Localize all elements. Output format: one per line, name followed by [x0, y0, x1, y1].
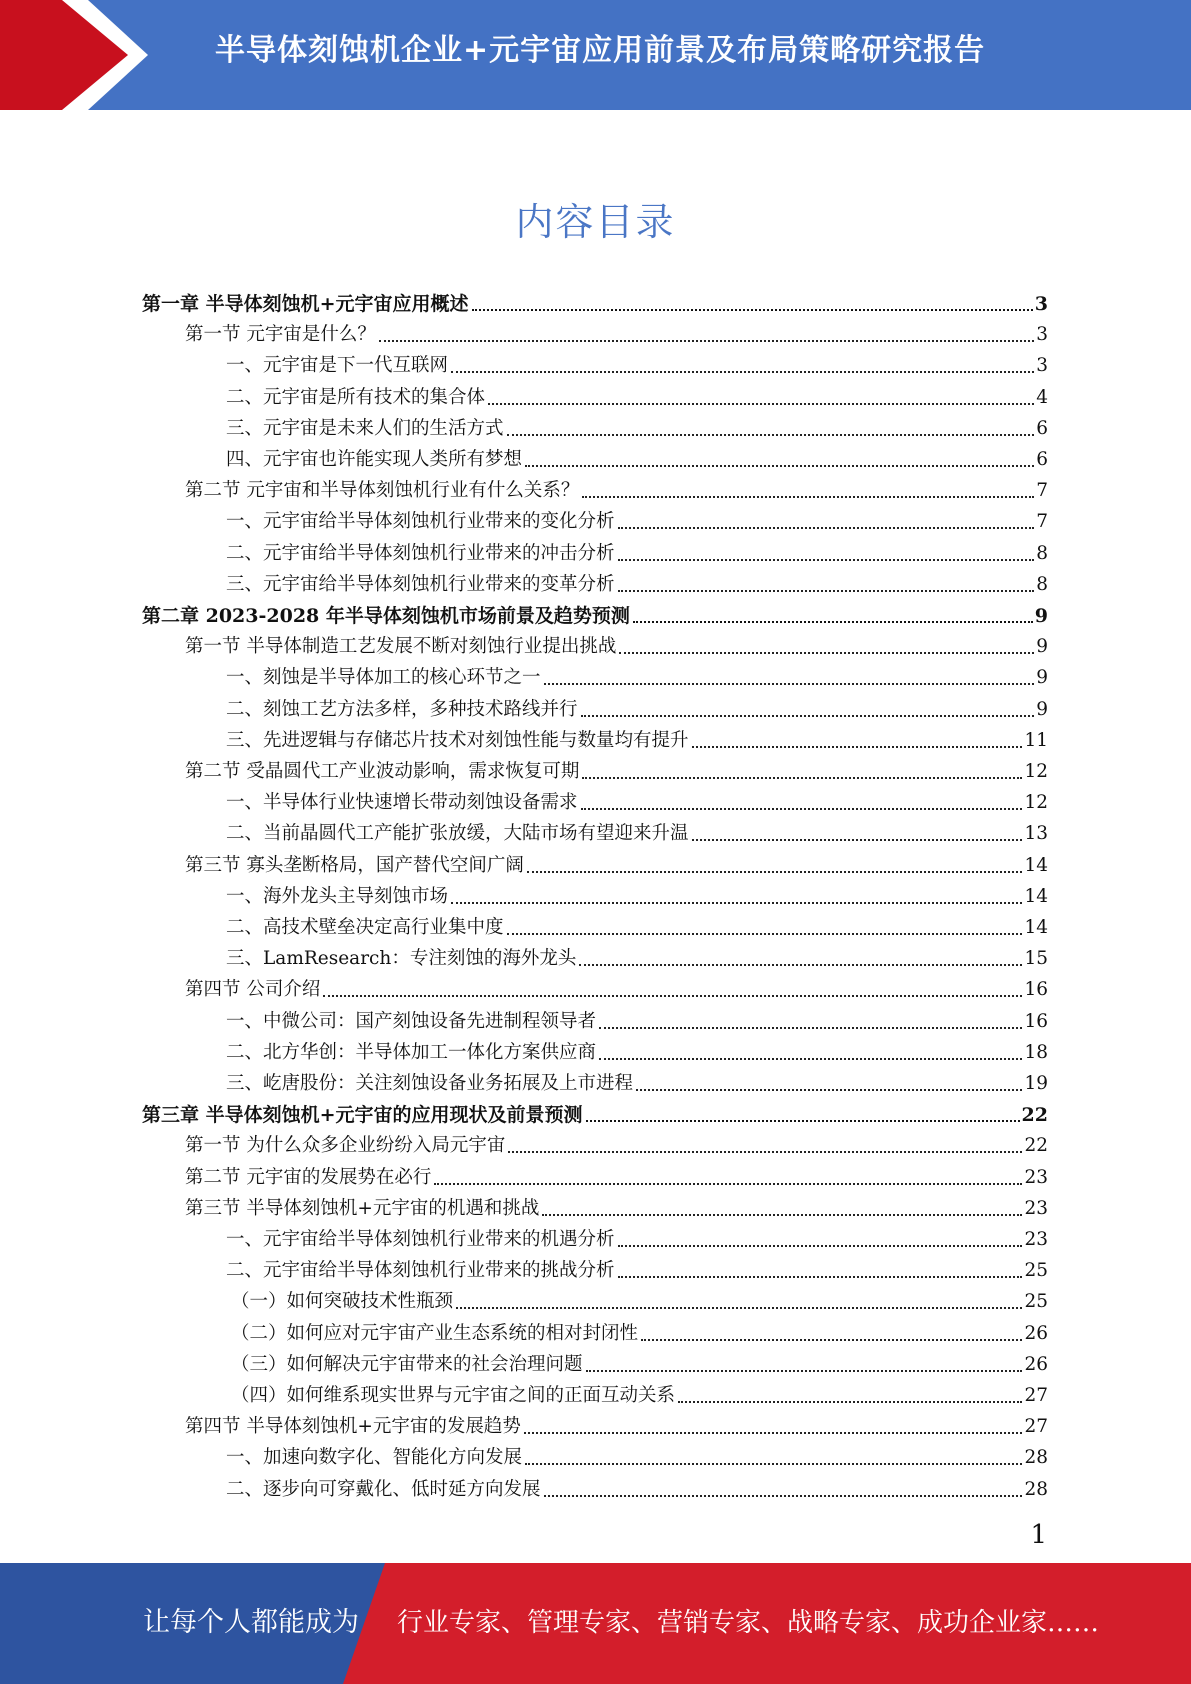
toc-page-number: 6: [1036, 417, 1048, 439]
toc-entry-text: 第一节 半导体制造工艺发展不断对刻蚀行业提出挑战: [185, 636, 617, 658]
toc-page-number: 25: [1024, 1260, 1048, 1282]
toc-page-number: 23: [1024, 1229, 1048, 1250]
toc-subsection-entry[interactable]: [226, 659, 1048, 690]
toc-subsection-entry[interactable]: [226, 441, 1048, 472]
toc-section-entry[interactable]: [185, 1127, 1048, 1158]
toc-dot-leader: [525, 464, 1034, 467]
toc-page-number: 11: [1024, 729, 1048, 751]
toc-entry-text: 二、逐步向可穿戴化、低时延方向发展: [226, 1478, 541, 1500]
toc-section-entry[interactable]: [185, 316, 1048, 347]
toc-page-number: 23: [1024, 1166, 1048, 1188]
toc-subsection-entry[interactable]: [231, 1283, 1048, 1314]
toc-entry-text: 一、海外龙头主导刻蚀市场: [226, 885, 449, 907]
toc-dot-leader: [507, 433, 1035, 436]
toc-subsection-entry[interactable]: [226, 1252, 1048, 1283]
toc-entry-text: 一、元宇宙给半导体刻蚀机行业带来的变化分析: [226, 511, 615, 533]
toc-dot-leader: [527, 870, 1023, 873]
toc-page-number: 9: [1036, 698, 1048, 720]
toc-page-number: 14: [1024, 885, 1048, 907]
toc-page-number: 22: [1021, 1104, 1048, 1127]
toc-entry-text: 一、中微公司：国产刻蚀设备先进制程领导者: [226, 1010, 597, 1032]
toc-dot-leader: [434, 1182, 1022, 1185]
toc-entry-text: 一、半导体行业快速增长带动刻蚀设备需求: [226, 792, 578, 814]
toc-page-number: 12: [1024, 761, 1048, 782]
toc-entry-text: 二、元宇宙是所有技术的集合体: [226, 386, 486, 408]
toc-dot-leader: [524, 1431, 1023, 1434]
toc-dot-leader: [599, 1026, 1022, 1029]
toc-dot-leader: [586, 1369, 1023, 1372]
toc-page-number: 6: [1036, 449, 1048, 470]
toc-subsection-entry[interactable]: [226, 722, 1048, 753]
toc-page-number: 7: [1036, 511, 1048, 533]
toc-subsection-entry[interactable]: [226, 566, 1048, 597]
toc-section-entry[interactable]: [185, 628, 1048, 659]
toc-subsection-entry[interactable]: [226, 1003, 1048, 1034]
toc-chapter-entry[interactable]: [142, 1096, 1048, 1127]
toc-dot-leader: [456, 1306, 1022, 1309]
toc-subsection-entry[interactable]: [226, 878, 1048, 909]
toc-page-number: 8: [1036, 573, 1048, 595]
toc-dot-leader: [379, 339, 1034, 342]
toc-dot-leader: [636, 1088, 1022, 1091]
toc-section-entry[interactable]: [185, 971, 1048, 1002]
toc-dot-leader: [488, 402, 1034, 405]
toc-entry-text: 第二章 2023-2028 年半导体刻蚀机市场前景及趋势预测: [142, 605, 630, 627]
toc-section-entry[interactable]: [185, 1408, 1048, 1439]
toc-entry-text: 三、LamResearch：专注刻蚀的海外龙头: [226, 948, 577, 970]
toc-dot-leader: [544, 1494, 1023, 1497]
toc-entry-text: 一、元宇宙是下一代互联网: [226, 355, 449, 377]
toc-dot-leader: [633, 620, 1033, 623]
toc-dot-leader: [451, 901, 1022, 904]
toc-section-entry[interactable]: [185, 1190, 1048, 1221]
toc-dot-leader: [579, 963, 1022, 966]
footer-slogan-right: 行业专家、管理专家、营销专家、战略专家、成功企业家……: [397, 1608, 1100, 1638]
toc-subsection-entry[interactable]: [226, 1034, 1048, 1065]
toc-page-number: 27: [1024, 1385, 1048, 1406]
toc-dot-leader: [618, 526, 1035, 529]
toc-entry-text: 第一节 为什么众多企业纷纷入局元宇宙: [185, 1135, 506, 1157]
toc-page-number: 3: [1034, 293, 1048, 315]
toc-subsection-entry[interactable]: [226, 1065, 1048, 1096]
toc-dot-leader: [472, 308, 1033, 311]
toc-subsection-entry[interactable]: [226, 815, 1048, 846]
toc-entry-text: 二、元宇宙给半导体刻蚀机行业带来的挑战分析: [226, 1260, 615, 1282]
toc-entry-text: （二）如何应对元宇宙产业生态系统的相对封闭性: [231, 1322, 639, 1344]
toc-dot-leader: [323, 994, 1022, 997]
toc-dot-leader: [692, 838, 1023, 841]
toc-page-number: 9: [1036, 667, 1048, 689]
toc-dot-leader: [618, 589, 1035, 592]
toc-page-number: 4: [1036, 386, 1048, 408]
toc-subsection-entry[interactable]: [226, 503, 1048, 534]
toc-page-number: 25: [1024, 1291, 1048, 1313]
toc-subsection-entry[interactable]: [231, 1315, 1048, 1346]
toc-subsection-entry[interactable]: [226, 1439, 1048, 1470]
toc-entry-text: （三）如何解决元宇宙带来的社会治理问题: [231, 1353, 583, 1375]
toc-entry-text: 三、元宇宙给半导体刻蚀机行业带来的变革分析: [226, 573, 615, 595]
toc-dot-leader: [619, 651, 1034, 654]
toc-subsection-entry[interactable]: [226, 410, 1048, 441]
toc-entry-text: 第四节 公司介绍: [185, 979, 321, 1001]
toc-entry-text: 一、加速向数字化、智能化方向发展: [226, 1447, 523, 1469]
toc-subsection-entry[interactable]: [226, 1471, 1048, 1502]
toc-page-number: 26: [1024, 1353, 1048, 1375]
toc-page-number: 28: [1024, 1478, 1048, 1500]
toc-dot-leader: [581, 807, 1023, 810]
toc-page-number: 13: [1024, 823, 1048, 845]
toc-subsection-entry[interactable]: [231, 1377, 1048, 1408]
toc-entry-text: 二、高技术壁垒决定高行业集中度: [226, 917, 504, 938]
toc-entry-text: 第一节 元宇宙是什么？: [185, 324, 376, 346]
toc-section-entry[interactable]: [185, 847, 1048, 878]
toc-dot-leader: [582, 776, 1022, 779]
toc-page-number: 14: [1024, 854, 1048, 876]
toc-entry-text: 一、元宇宙给半导体刻蚀机行业带来的机遇分析: [226, 1229, 615, 1250]
toc-entry-text: 第二节 元宇宙的发展势在必行: [185, 1166, 432, 1188]
toc-entry-text: 第三章 半导体刻蚀机+元宇宙的应用现状及前景预测: [142, 1104, 583, 1127]
header-title: 半导体刻蚀机企业+元宇宙应用前景及布局策略研究报告: [215, 33, 986, 68]
toc-page-number: 22: [1024, 1135, 1048, 1157]
toc-entry-text: 三、先进逻辑与存储芯片技术对刻蚀性能与数量均有提升: [226, 729, 689, 751]
toc-page-number: 27: [1024, 1416, 1048, 1438]
toc-page-number: 19: [1024, 1073, 1048, 1094]
toc-page-number: 23: [1024, 1197, 1048, 1219]
toc-entry-text: （一）如何突破技术性瓶颈: [231, 1291, 454, 1313]
toc-subsection-entry[interactable]: [226, 691, 1048, 722]
toc-entry-text: 四、元宇宙也许能实现人类所有梦想: [226, 449, 523, 470]
toc-entry-text: 第四节 半导体刻蚀机+元宇宙的发展趋势: [185, 1416, 521, 1438]
toc-page-number: 16: [1024, 979, 1048, 1001]
toc-entry-text: 第二节 受晶圆代工产业波动影响，需求恢复可期: [185, 761, 580, 782]
toc-entry-text: 第二节 元宇宙和半导体刻蚀机行业有什么关系？: [185, 480, 580, 502]
toc-dot-leader: [542, 1213, 1022, 1216]
toc-dot-leader: [678, 1400, 1022, 1403]
page-header: [0, 0, 1191, 110]
toc-entry-text: 第三节 寡头垄断格局，国产替代空间广阔: [185, 854, 524, 876]
toc-subsection-entry[interactable]: [226, 784, 1048, 815]
toc-entry-text: 二、刻蚀工艺方法多样，多种技术路线并行: [226, 698, 578, 720]
toc-entry-text: 三、元宇宙是未来人们的生活方式: [226, 417, 504, 439]
toc-title: 内容目录: [515, 200, 676, 244]
toc-entry-text: 二、元宇宙给半导体刻蚀机行业带来的冲击分析: [226, 542, 615, 564]
toc-dot-leader: [641, 1338, 1022, 1341]
toc-chapter-entry[interactable]: [142, 285, 1048, 316]
toc-entry-text: （四）如何维系现实世界与元宇宙之间的正面互动关系: [231, 1385, 676, 1406]
toc-section-entry[interactable]: [185, 1159, 1048, 1190]
toc-dot-leader: [618, 558, 1035, 561]
toc-subsection-entry[interactable]: [231, 1346, 1048, 1377]
toc-subsection-entry[interactable]: [226, 940, 1048, 971]
toc-dot-leader: [618, 1244, 1023, 1247]
toc-page-number: 16: [1024, 1010, 1048, 1032]
toc-page-number: 28: [1024, 1447, 1048, 1469]
toc-page-number: 3: [1036, 355, 1048, 377]
toc-page-number: 8: [1036, 542, 1048, 564]
toc-dot-leader: [507, 932, 1023, 935]
toc-subsection-entry[interactable]: [226, 347, 1048, 378]
toc-entry-text: 二、当前晶圆代工产能扩张放缓，大陆市场有望迎来升温: [226, 823, 689, 845]
toc-entry-text: 三、屹唐股份：关注刻蚀设备业务拓展及上市进程: [226, 1073, 634, 1094]
toc-dot-leader: [582, 495, 1034, 498]
toc-dot-leader: [692, 745, 1023, 748]
toc-dot-leader: [618, 1275, 1023, 1278]
toc-subsection-entry[interactable]: [226, 535, 1048, 566]
toc-page-number: 15: [1024, 948, 1048, 970]
footer-slogan-left: 让每个人都能成为: [143, 1607, 359, 1638]
toc-subsection-entry[interactable]: [226, 379, 1048, 410]
toc-dot-leader: [544, 682, 1035, 685]
toc-dot-leader: [508, 1150, 1022, 1153]
toc-page-number: 9: [1034, 605, 1048, 627]
toc-chapter-entry[interactable]: [142, 597, 1048, 628]
toc-dot-leader: [586, 1119, 1020, 1122]
toc-subsection-entry[interactable]: [226, 909, 1048, 940]
toc-dot-leader: [599, 1057, 1022, 1060]
toc-page-number: 7: [1036, 480, 1048, 502]
toc-page-number: 9: [1036, 636, 1048, 658]
toc-page-number: 14: [1024, 917, 1048, 938]
toc-entry-text: 一、刻蚀是半导体加工的核心环节之一: [226, 667, 541, 689]
toc-page-number: 26: [1024, 1322, 1048, 1344]
toc-entry-text: 二、北方华创：半导体加工一体化方案供应商: [226, 1041, 597, 1063]
toc-subsection-entry[interactable]: [226, 1221, 1048, 1252]
toc-section-entry[interactable]: [185, 472, 1048, 503]
page-number: 1: [1030, 1520, 1047, 1550]
toc-dot-leader: [525, 1462, 1022, 1465]
toc-page-number: 12: [1024, 792, 1048, 814]
toc-section-entry[interactable]: [185, 753, 1048, 784]
toc-page-number: 18: [1024, 1041, 1048, 1063]
toc-dot-leader: [451, 370, 1034, 373]
toc-page-number: 3: [1036, 324, 1048, 346]
toc-entry-text: 第三节 半导体刻蚀机+元宇宙的机遇和挑战: [185, 1197, 540, 1219]
toc-entry-text: 第一章 半导体刻蚀机+元宇宙应用概述: [142, 293, 469, 315]
page-footer: [0, 1563, 1191, 1684]
toc-dot-leader: [581, 714, 1035, 717]
